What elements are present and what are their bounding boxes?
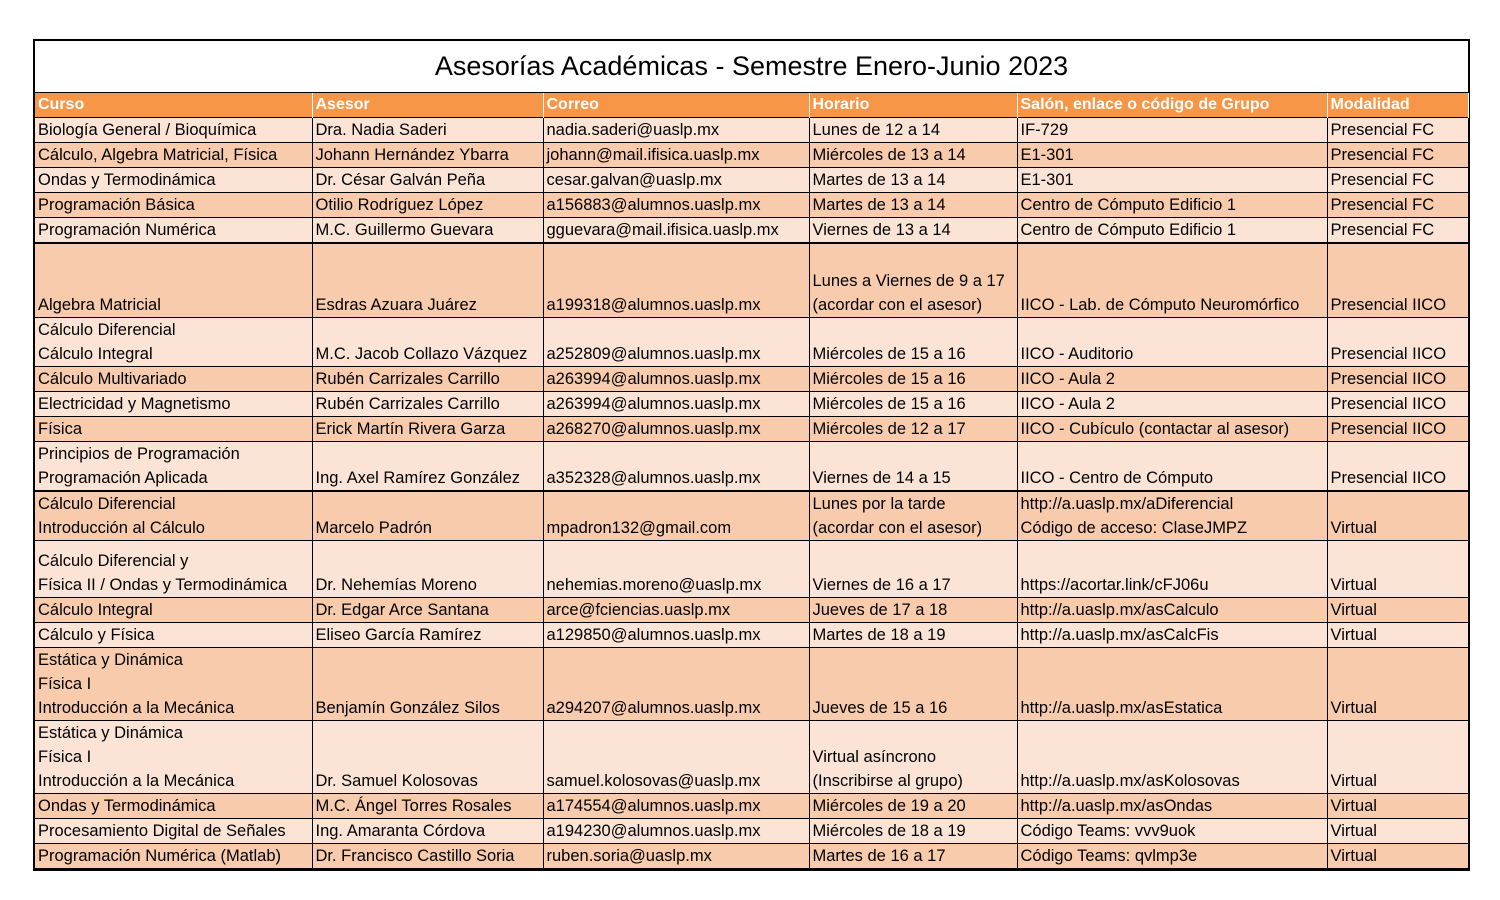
location-cell: IICO - Aula 2 (1017, 391, 1327, 416)
modality-cell: Virtual (1327, 597, 1468, 622)
advisor-cell: Johann Hernández Ybarra (312, 143, 543, 168)
advisor-cell: Dra. Nadia Saderi (312, 118, 543, 143)
course-cell: Estática y Dinámica Física I Introducción a la Mecánica (35, 720, 312, 793)
table-row (35, 243, 1468, 317)
email-cell: nehemias.moreno@uaslp.mx (543, 540, 809, 597)
modality-cell: Presencial IICO (1327, 243, 1468, 317)
schedule-cell: Miércoles de 18 a 19 (809, 818, 1017, 843)
email-cell: ruben.soria@uaslp.mx (543, 843, 809, 868)
location-cell: Centro de Cómputo Edificio 1 (1017, 218, 1327, 244)
advisor-cell: Ing. Axel Ramírez González (312, 441, 543, 491)
course-cell: Cálculo, Algebra Matricial, Física (35, 143, 312, 168)
advisor-cell: Marcelo Padrón (312, 491, 543, 541)
email-cell: nadia.saderi@uaslp.mx (543, 118, 809, 143)
course-cell: Cálculo Multivariado (35, 366, 312, 391)
email-cell: a352328@alumnos.uaslp.mx (543, 441, 809, 491)
modality-cell: Virtual (1327, 793, 1468, 818)
advisor-cell: Rubén Carrizales Carrillo (312, 391, 543, 416)
course-cell: Programación Básica (35, 193, 312, 218)
location-cell: http://a.uaslp.mx/asOndas (1017, 793, 1327, 818)
advisor-cell: Ing. Amaranta Córdova (312, 818, 543, 843)
column-header: Horario (809, 93, 1017, 118)
schedule-cell: Miércoles de 13 a 14 (809, 143, 1017, 168)
table-row (35, 143, 1468, 168)
table-row (35, 491, 1468, 541)
advisor-cell: M.C. Jacob Collazo Vázquez (312, 317, 543, 366)
email-cell: a268270@alumnos.uaslp.mx (543, 416, 809, 441)
modality-cell: Presencial FC (1327, 218, 1468, 244)
email-cell: johann@mail.ifisica.uaslp.mx (543, 143, 809, 168)
table-row (35, 416, 1468, 441)
advisor-cell: Dr. Nehemías Moreno (312, 540, 543, 597)
schedule-cell: Jueves de 17 a 18 (809, 597, 1017, 622)
modality-cell: Virtual (1327, 843, 1468, 868)
location-cell: http://a.uaslp.mx/asCalcFis (1017, 622, 1327, 647)
course-cell: Cálculo Diferencial Introducción al Cálculo (35, 491, 312, 541)
email-cell: arce@fciencias.uaslp.mx (543, 597, 809, 622)
location-cell: IF-729 (1017, 118, 1327, 143)
email-cell: mpadron132@gmail.com (543, 491, 809, 541)
table-row (35, 818, 1468, 843)
schedule-cell: Viernes de 13 a 14 (809, 218, 1017, 244)
email-cell: gguevara@mail.ifisica.uaslp.mx (543, 218, 809, 244)
course-cell: Algebra Matricial (35, 243, 312, 317)
table-row (35, 720, 1468, 793)
email-cell: a174554@alumnos.uaslp.mx (543, 793, 809, 818)
advisory-table (35, 93, 1469, 869)
table-row (35, 622, 1468, 647)
table-row (35, 366, 1468, 391)
schedule-cell: Jueves de 15 a 16 (809, 647, 1017, 720)
advisor-cell: Otilio Rodríguez López (312, 193, 543, 218)
schedule-cell: Martes de 13 a 14 (809, 193, 1017, 218)
course-cell: Procesamiento Digital de Señales (35, 818, 312, 843)
course-cell: Estática y Dinámica Física I Introducción a la Mecánica (35, 647, 312, 720)
email-cell: a263994@alumnos.uaslp.mx (543, 391, 809, 416)
modality-cell: Virtual (1327, 491, 1468, 541)
schedule-cell: Miércoles de 19 a 20 (809, 793, 1017, 818)
location-cell: http://a.uaslp.mx/asKolosovas (1017, 720, 1327, 793)
modality-cell: Virtual (1327, 818, 1468, 843)
advisor-cell: Benjamín González Silos (312, 647, 543, 720)
email-cell: samuel.kolosovas@uaslp.mx (543, 720, 809, 793)
schedule-cell: Martes de 18 a 19 (809, 622, 1017, 647)
email-cell: a156883@alumnos.uaslp.mx (543, 193, 809, 218)
modality-cell: Presencial FC (1327, 118, 1468, 143)
email-cell: cesar.galvan@uaslp.mx (543, 168, 809, 193)
course-cell: Cálculo Integral (35, 597, 312, 622)
table-row (35, 843, 1468, 868)
table-row (35, 441, 1468, 491)
advisor-cell: Esdras Azuara Juárez (312, 243, 543, 317)
location-cell: IICO - Centro de Cómputo (1017, 441, 1327, 491)
location-cell: https://acortar.link/cFJ06u (1017, 540, 1327, 597)
modality-cell: Presencial FC (1327, 143, 1468, 168)
location-cell: Código Teams: qvlmp3e (1017, 843, 1327, 868)
modality-cell: Presencial IICO (1327, 416, 1468, 441)
course-cell: Programación Numérica (Matlab) (35, 843, 312, 868)
schedule-cell: Miércoles de 15 a 16 (809, 391, 1017, 416)
schedule-cell: Martes de 16 a 17 (809, 843, 1017, 868)
advisor-cell: Eliseo García Ramírez (312, 622, 543, 647)
course-cell: Ondas y Termodinámica (35, 793, 312, 818)
course-cell: Física (35, 416, 312, 441)
column-header: Modalidad (1327, 93, 1468, 118)
schedule-cell: Lunes a Viernes de 9 a 17 (acordar con el asesor) (809, 243, 1017, 317)
location-cell: Código Teams: vvv9uok (1017, 818, 1327, 843)
email-cell: a252809@alumnos.uaslp.mx (543, 317, 809, 366)
course-cell: Programación Numérica (35, 218, 312, 244)
course-cell: Cálculo Diferencial Cálculo Integral (35, 317, 312, 366)
advisor-cell: Erick Martín Rivera Garza (312, 416, 543, 441)
course-cell: Ondas y Termodinámica (35, 168, 312, 193)
advisor-cell: Dr. César Galván Peña (312, 168, 543, 193)
advisor-cell: Dr. Francisco Castillo Soria (312, 843, 543, 868)
advisor-cell: Dr. Edgar Arce Santana (312, 597, 543, 622)
schedule-cell: Viernes de 14 a 15 (809, 441, 1017, 491)
modality-cell: Virtual (1327, 622, 1468, 647)
schedule-cell: Viernes de 16 a 17 (809, 540, 1017, 597)
table-body (35, 118, 1468, 869)
location-cell: IICO - Auditorio (1017, 317, 1327, 366)
table-row (35, 118, 1468, 143)
modality-cell: Presencial IICO (1327, 391, 1468, 416)
column-header: Asesor (312, 93, 543, 118)
modality-cell: Presencial IICO (1327, 441, 1468, 491)
schedule-cell: Miércoles de 15 a 16 (809, 317, 1017, 366)
advisor-cell: M.C. Ángel Torres Rosales (312, 793, 543, 818)
schedule-cell: Lunes de 12 a 14 (809, 118, 1017, 143)
table-row (35, 193, 1468, 218)
email-cell: a199318@alumnos.uaslp.mx (543, 243, 809, 317)
modality-cell: Presencial FC (1327, 168, 1468, 193)
modality-cell: Virtual (1327, 720, 1468, 793)
schedule-cell: Miércoles de 12 a 17 (809, 416, 1017, 441)
location-cell: http://a.uaslp.mx/asCalculo (1017, 597, 1327, 622)
table-row (35, 218, 1468, 244)
column-header: Correo (543, 93, 809, 118)
location-cell: IICO - Cubículo (contactar al asesor) (1017, 416, 1327, 441)
table-row (35, 391, 1468, 416)
column-header: Salón, enlace o código de Grupo (1017, 93, 1327, 118)
email-cell: a263994@alumnos.uaslp.mx (543, 366, 809, 391)
course-cell: Cálculo Diferencial y Física II / Ondas y Termodinámica (35, 540, 312, 597)
location-cell: http://a.uaslp.mx/asEstatica (1017, 647, 1327, 720)
location-cell: http://a.uaslp.mx/aDiferencial Código de acceso: ClaseJMPZ (1017, 491, 1327, 541)
modality-cell: Presencial FC (1327, 193, 1468, 218)
location-cell: E1-301 (1017, 168, 1327, 193)
table-row (35, 168, 1468, 193)
course-cell: Principios de Programación Programación Aplicada (35, 441, 312, 491)
table-row (35, 647, 1468, 720)
modality-cell: Virtual (1327, 540, 1468, 597)
table-row (35, 540, 1468, 597)
advisor-cell: Dr. Samuel Kolosovas (312, 720, 543, 793)
email-cell: a294207@alumnos.uaslp.mx (543, 647, 809, 720)
location-cell: IICO - Aula 2 (1017, 366, 1327, 391)
schedule-cell: Martes de 13 a 14 (809, 168, 1017, 193)
modality-cell: Virtual (1327, 647, 1468, 720)
location-cell: E1-301 (1017, 143, 1327, 168)
header-row (35, 93, 1468, 118)
location-cell: IICO - Lab. de Cómputo Neuromórfico (1017, 243, 1327, 317)
spreadsheet (33, 39, 1470, 871)
email-cell: a194230@alumnos.uaslp.mx (543, 818, 809, 843)
course-cell: Biología General / Bioquímica (35, 118, 312, 143)
advisor-cell: M.C. Guillermo Guevara (312, 218, 543, 244)
table-row (35, 793, 1468, 818)
course-cell: Electricidad y Magnetismo (35, 391, 312, 416)
modality-cell: Presencial IICO (1327, 366, 1468, 391)
table-row (35, 597, 1468, 622)
modality-cell: Presencial IICO (1327, 317, 1468, 366)
column-header: Curso (35, 93, 312, 118)
course-cell: Cálculo y Física (35, 622, 312, 647)
page-title: Asesorías Académicas - Semestre Enero-Junio 2023 (35, 41, 1468, 93)
advisor-cell: Rubén Carrizales Carrillo (312, 366, 543, 391)
table-row (35, 317, 1468, 366)
location-cell: Centro de Cómputo Edificio 1 (1017, 193, 1327, 218)
schedule-cell: Miércoles de 15 a 16 (809, 366, 1017, 391)
schedule-cell: Virtual asíncrono (Inscribirse al grupo) (809, 720, 1017, 793)
schedule-cell: Lunes por la tarde (acordar con el asesor) (809, 491, 1017, 541)
email-cell: a129850@alumnos.uaslp.mx (543, 622, 809, 647)
